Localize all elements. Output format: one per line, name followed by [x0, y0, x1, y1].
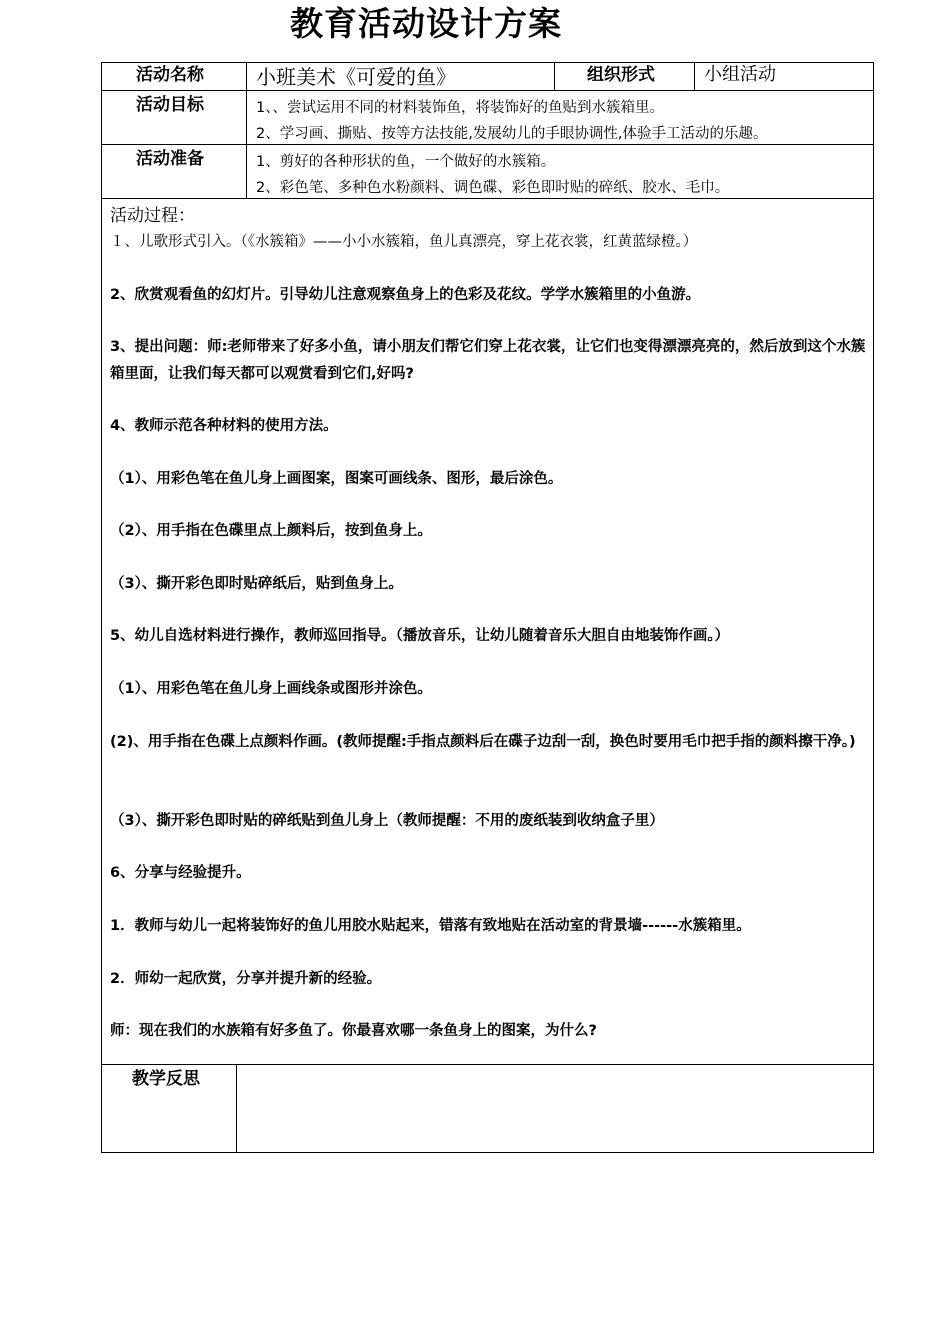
col-divider-label: [246, 62, 247, 198]
prep-item: 1、剪好的各种形状的鱼，一个做好的水簇箱。: [256, 154, 556, 170]
process-step: (2)、用手指在色碟上点颜料作画。(教师提醒:手指点颜料后在碟子边刮一刮，换色时要用毛巾把手指的颜料擦干净。): [110, 734, 856, 750]
process-step: 4、教师示范各种材料的使用方法。: [110, 418, 338, 434]
process-label: 活动过程：: [110, 206, 195, 226]
process-step: （3）、撕开彩色即时贴的碎纸贴到鱼儿身上（教师提醒：不用的废纸装到收纳盒子里）: [110, 813, 664, 829]
process-step: １、儿歌形式引入。（《水簇箱》——小小水簇箱，鱼儿真漂亮，穿上花衣裳，红黄蓝绿橙。）: [110, 234, 698, 250]
col-divider-org-value: [694, 62, 695, 90]
goal-item: 1、、尝试运用不同的材料装饰鱼，将装饰好的鱼贴到水簇箱里。: [256, 100, 664, 116]
process-step: 6、分享与经验提升。: [110, 865, 251, 881]
prep-label: 活动准备: [136, 149, 204, 169]
process-step: 2．师幼一起欣赏，分享并提升新的经验。: [110, 971, 382, 987]
goal-item: 2、学习画、撕贴、按等方法技能,发展幼儿的手眼协调性,体验手工活动的乐趣。: [256, 126, 768, 142]
goals-label: 活动目标: [136, 95, 204, 115]
activity-name-label: 活动名称: [136, 65, 204, 85]
col-divider-org-label: [554, 62, 555, 90]
process-step: 5、幼儿自选材料进行操作，教师巡回指导。（播放音乐，让幼儿随着音乐大胆自由地装饰作画。）: [110, 628, 730, 644]
reflection-content[interactable]: [237, 1065, 873, 1152]
reflection-label: 教学反思: [132, 1069, 200, 1089]
process-step: （1）、用彩色笔在鱼儿身上画线条或图形并涂色。: [110, 681, 432, 697]
activity-name-value: 小班美术《可爱的鱼》: [256, 65, 456, 89]
process-step: 3、提出问题：师:老师带来了好多小鱼，请小朋友们帮它们穿上花衣裳，让它们也变得漂漂亮亮的，然后放到这个水簇箱里面，让我们每天都可以观赏看到它们,好吗?: [110, 339, 866, 382]
org-form-label: 组织形式: [587, 65, 655, 85]
document-title: 教育活动设计方案: [290, 4, 562, 43]
prep-item: 2、彩色笔、多种色水粉颜料、调色碟、彩色即时贴的碎纸、胶水、毛巾。: [256, 180, 730, 196]
process-step: 1．教师与幼儿一起将装饰好的鱼儿用胶水贴起来，错落有致地贴在活动室的背景墙------水簇箱里。: [110, 918, 751, 934]
process-step: 师：现在我们的水族箱有好多鱼了。你最喜欢哪一条鱼身上的图案，为什么?: [110, 1023, 597, 1039]
process-step: （2）、用手指在色碟里点上颜料后，按到鱼身上。: [110, 523, 432, 539]
row-divider-1: [101, 90, 874, 91]
org-form-value: 小组活动: [704, 64, 776, 85]
process-step: （1）、用彩色笔在鱼儿身上画图案，图案可画线条、图形，最后涂色。: [110, 471, 563, 487]
process-step: 2、欣赏观看鱼的幻灯片。引导幼儿注意观察鱼身上的色彩及花纹。学学水簇箱里的小鱼游。: [110, 287, 701, 303]
process-step: （3）、撕开彩色即时贴碎纸后，贴到鱼身上。: [110, 576, 403, 592]
